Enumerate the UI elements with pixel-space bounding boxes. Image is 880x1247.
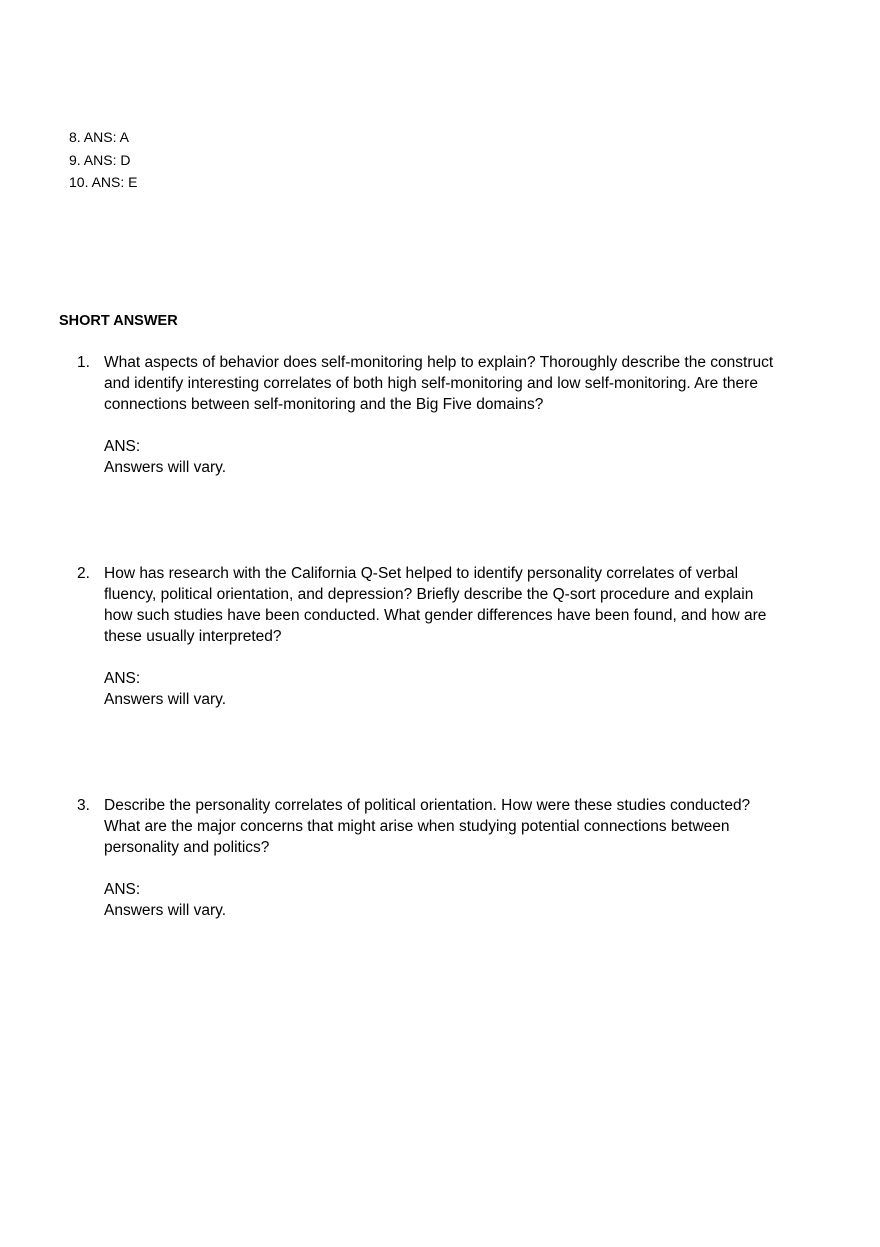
answer-label: ANS: <box>104 881 141 898</box>
short-answer-question <box>77 352 777 478</box>
question-text: What aspects of behavior does self-monitoring help to explain? Thoroughly describe the construct and identify interesting correlates of both high self-monitoring and low self-monitoring. Are there connections between self-monitoring and the Big Five domains? <box>104 354 774 413</box>
question-body <box>104 795 777 921</box>
question-number: 2. <box>77 565 90 582</box>
section-heading: SHORT ANSWER <box>59 313 178 329</box>
answer-label: ANS: <box>104 438 141 455</box>
answer-key-line: 10. ANS: E <box>69 174 138 190</box>
short-answer-question <box>77 563 777 710</box>
question-number: 1. <box>77 354 90 371</box>
question-number: 3. <box>77 797 90 814</box>
answer-text: Answers will vary. <box>104 902 227 919</box>
short-answer-question <box>77 795 777 921</box>
question-text: How has research with the California Q-Set helped to identify personality correlates of verbal fluency, political orientation, and depression? Briefly describe the Q-sort procedure and explain how such studies have been conducted. What gender differences have been found, and how are these usually interpreted? <box>104 565 767 645</box>
question-body <box>104 563 777 710</box>
answer-key-line: 9. ANS: D <box>69 151 131 168</box>
answer-label: ANS: <box>104 670 141 687</box>
multiple-choice-answer-list <box>69 126 137 194</box>
answer-text: Answers will vary. <box>104 691 227 708</box>
answer-key-line: 8. ANS: A <box>69 129 129 145</box>
question-text: Describe the personality correlates of political orientation. How were these studies conducted? What are the major concerns that might arise when studying potential connections between personality and politics? <box>104 797 751 856</box>
answer-text: Answers will vary. <box>104 459 227 476</box>
question-body <box>104 352 777 478</box>
